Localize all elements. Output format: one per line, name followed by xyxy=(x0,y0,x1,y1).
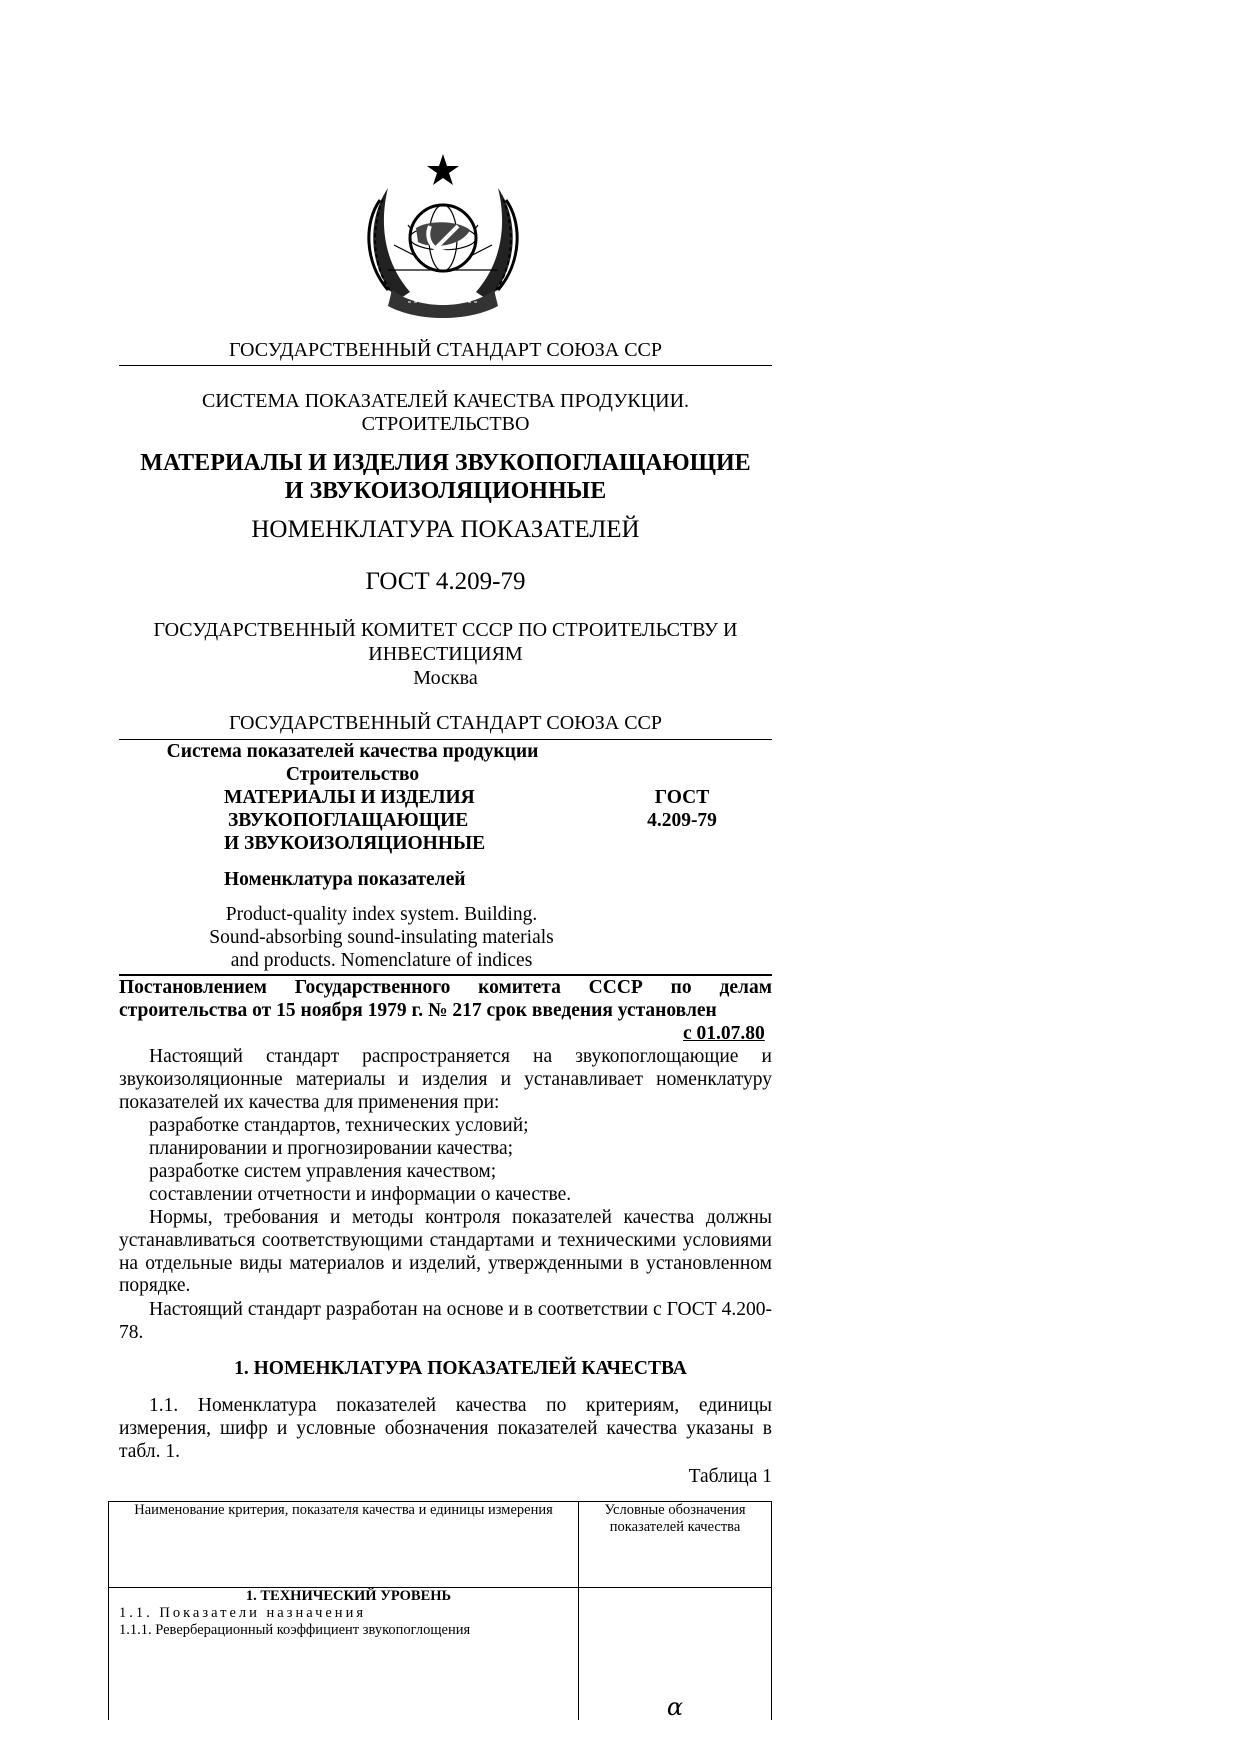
tb-gost-label: ГОСТ xyxy=(654,787,710,808)
scope-paragraph: Настоящий стандарт распространяется на звукопоглощающие и звукоизоляционные материалы и изделия и устанавливает номенклатуру показателей их качества для применения при: xyxy=(119,1046,772,1113)
tb-english-line1: Product-quality index system. Building. xyxy=(225,904,538,925)
tb-title-line1: МАТЕРИАЛЫ И ИЗДЕЛИЯ xyxy=(224,787,475,808)
table-name-cell xyxy=(109,1587,579,1720)
tb-system-line1: Система показателей качества продукции xyxy=(166,741,539,762)
decree-line2: строительства от 15 ноября 1979 г. № 217 срок введения установлен xyxy=(119,1000,717,1021)
tb-title-line3: И ЗВУКОИЗОЛЯЦИОННЫЕ xyxy=(224,833,486,854)
section1-paragraph: 1.1. Номенклатура показателей качества по критериям, единицы измерения, шифр и условные обозначения показателей качества указаны в табл. 1. xyxy=(119,1395,772,1462)
use-item: разработке систем управления качеством; xyxy=(149,1161,497,1182)
effective-date: с 01.07.80 xyxy=(683,1023,765,1044)
document-title-line2: И ЗВУКОИЗОЛЯЦИОННЫЕ xyxy=(284,478,607,504)
table-header-name: Наименование критерия, показателя качества и единицы измерения xyxy=(109,1502,579,1588)
table-caption: Таблица 1 xyxy=(688,1466,772,1487)
system-title-line1: СИСТЕМА ПОКАЗАТЕЛЕЙ КАЧЕСТВА ПРОДУКЦИИ. xyxy=(201,390,690,412)
ussr-emblem-icon xyxy=(358,150,528,322)
table-row xyxy=(109,1587,772,1720)
state-standard-repeat: ГОСУДАРСТВЕННЫЙ СТАНДАРТ СОЮЗА ССР xyxy=(228,712,663,734)
state-standard-header: ГОСУДАРСТВЕННЫЙ СТАНДАРТ СОЮЗА ССР xyxy=(228,339,663,361)
basis-paragraph: Настоящий стандарт разработан на основе и в соответствии с ГОСТ 4.200-78. xyxy=(119,1299,772,1343)
tb-english-line2: Sound-absorbing sound-insulating materials xyxy=(209,927,554,948)
norms-paragraph: Нормы, требования и методы контроля показателей качества должны устанавливаться соответствующими стандартами и техническими условиями на отдельные виды материалов и изделий, утвержденными в установленном порядке. xyxy=(119,1207,772,1297)
tb-nomenclature: Номенклатура показателей xyxy=(224,869,466,890)
committee-line1: ГОСУДАРСТВЕННЫЙ КОМИТЕТ СССР ПО СТРОИТЕЛЬСТВУ И xyxy=(153,619,738,641)
gost-number: ГОСТ 4.209-79 xyxy=(365,568,526,595)
tb-english-line3: and products. Nomenclature of indices xyxy=(230,950,533,971)
section1-heading: 1. НОМЕНКЛАТУРА ПОКАЗАТЕЛЕЙ КАЧЕСТВА xyxy=(234,1358,687,1379)
use-item: планировании и прогнозировании качества; xyxy=(149,1138,514,1159)
table-subgroup-title: 1.1. Показатели назначения xyxy=(119,1604,366,1621)
document-title-line1: МАТЕРИАЛЫ И ИЗДЕЛИЯ ЗВУКОПОГЛАЩАЮЩИЕ xyxy=(140,450,751,476)
table-row-symbol: α xyxy=(666,1693,684,1721)
table-1 xyxy=(108,1501,772,1720)
table-header-row xyxy=(109,1502,772,1588)
use-item: составлении отчетности и информации о качестве. xyxy=(149,1184,572,1205)
decree-line1: Постановлением Государственного комитета СССР по делам xyxy=(119,977,772,998)
tb-title-line2: ЗВУКОПОГЛАЩАЮЩИЕ xyxy=(228,810,469,831)
system-title-line2: СТРОИТЕЛЬСТВО xyxy=(361,413,530,435)
table-symbol-cell xyxy=(579,1587,772,1720)
tb-gost-number: 4.209-79 xyxy=(647,810,717,831)
tb-system-line2: Строительство xyxy=(285,764,420,785)
city: Москва xyxy=(413,667,478,689)
nomenclature-heading: НОМЕНКЛАТУРА ПОКАЗАТЕЛЕЙ xyxy=(251,516,640,543)
use-item: разработке стандартов, технических условий; xyxy=(149,1115,529,1136)
table-row-name: 1.1.1. Реверберационный коэффициент звукопоглощения xyxy=(119,1621,471,1638)
table-group-title: 1. ТЕХНИЧЕСКИЙ УРОВЕНЬ xyxy=(245,1587,452,1604)
table-header-symbol: Условные обозначения показателей качества xyxy=(579,1502,772,1588)
header-rule xyxy=(119,365,772,366)
committee-line2: ИНВЕСТИЦИЯМ xyxy=(368,643,523,665)
